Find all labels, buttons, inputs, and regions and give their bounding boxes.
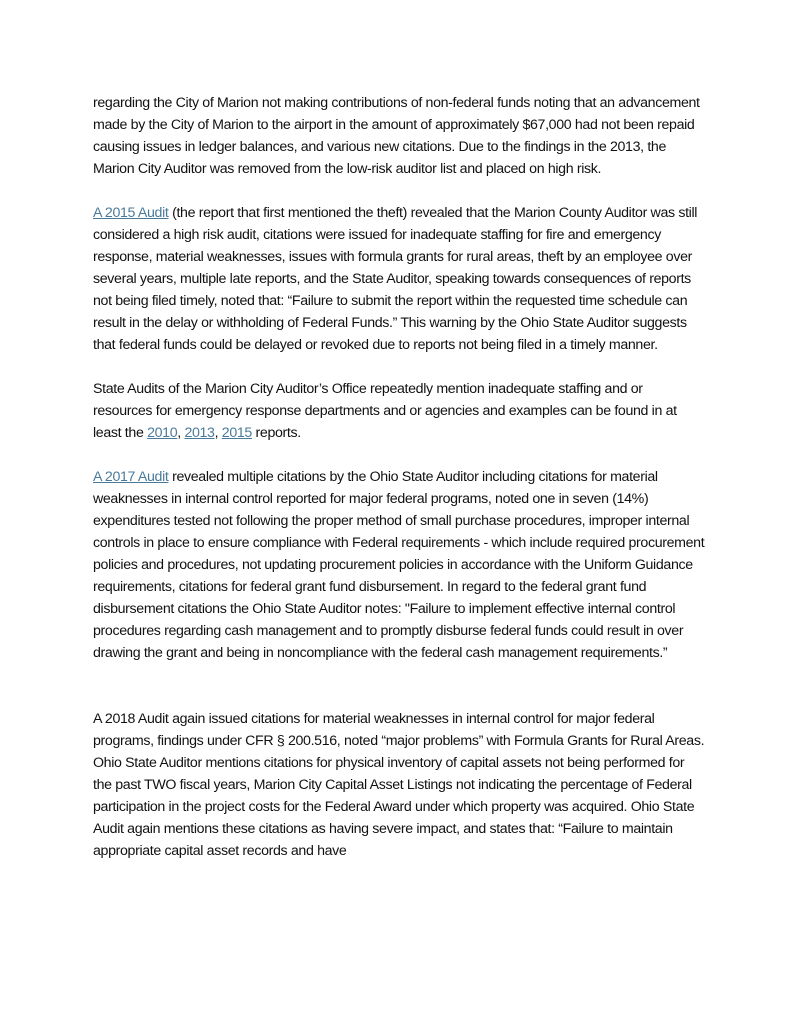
paragraph-text: A 2018 Audit again issued citations for material weaknesses in internal control for major federal programs, findings under CFR § 200.516, noted “major problems” with Formula Grants for Rural Areas. Ohio State Auditor mentions citations for physical inventory of capital assets not being performed for the past TWO fiscal years, Marion City Capital Asset Listings not indicating the percentage of Federal participation in the project costs for the Federal Award under which property was acquired. Ohio State Audit again mentions these citations as having severe impact, and states that: “Failure to maintain appropriate capital asset records and have — [93, 711, 705, 859]
paragraph-text: reports. — [251, 425, 301, 441]
link-2015-audit[interactable]: A 2015 Audit — [93, 205, 169, 221]
document-page — [93, 92, 705, 862]
paragraph-spacer — [93, 356, 705, 378]
separator-text: , — [214, 425, 222, 441]
paragraph-text: (the report that first mentioned the theft) revealed that the Marion County Auditor was still considered a high risk audit, citations were issued for inadequate staffing for fire and emergency response, material weaknesses, issues with formula grants for rural areas, theft by an employee over several years, multiple late reports, and the State Auditor, speaking towards consequences of reports not being filed timely, noted that: “Failure to submit the report within the requested time schedule can result in the delay or withholding of Federal Funds.” This warning by the Ohio State Auditor suggests that federal funds could be delayed or revoked due to reports not being filed in a timely manner. — [93, 205, 698, 353]
paragraph-staffing-reports — [93, 378, 705, 444]
link-2010-report[interactable]: 2010 — [147, 425, 178, 441]
link-2017-audit[interactable]: A 2017 Audit — [93, 469, 169, 485]
paragraph-text: regarding the City of Marion not making contributions of non-federal funds noting that an advancement made by the City of Marion to the airport in the amount of approximately $67,000 had not been repaid causing issues in ledger balances, and various new citations. Due to the findings in the 2013, the Marion City Auditor was removed from the low-risk auditor list and placed on high risk. — [93, 95, 700, 177]
paragraph-2015-audit — [93, 202, 705, 356]
link-2013-report[interactable]: 2013 — [184, 425, 215, 441]
paragraph-text: State Audits of the Marion City Auditor’s Office repeatedly mention inadequate staffing and or resources for emergency response departments and or agencies and examples can be found in at least the — [93, 381, 677, 441]
paragraph-spacer — [93, 664, 705, 708]
paragraph-2017-audit — [93, 466, 705, 664]
paragraph-spacer — [93, 180, 705, 202]
paragraph-2018-audit — [93, 708, 705, 862]
paragraph-2013-findings — [93, 92, 705, 180]
separator-text: , — [177, 425, 185, 441]
paragraph-text: revealed multiple citations by the Ohio State Auditor including citations for material weaknesses in internal control reported for major federal programs, noted one in seven (14%) expenditures tested not following the proper method of small purchase procedures, improper internal controls in place to ensure compliance with Federal requirements - which include required procurement policies and procedures, not updating procurement policies in accordance with the Uniform Guidance requirements, citations for federal grant fund disbursement. In regard to the federal grant fund disbursement citations the Ohio State Auditor notes: "Failure to implement effective internal control procedures regarding cash management and to promptly disburse federal funds could result in over drawing the grant and being in noncompliance with the federal cash management requirements.” — [93, 469, 705, 661]
link-2015-report[interactable]: 2015 — [221, 425, 252, 441]
paragraph-spacer — [93, 444, 705, 466]
